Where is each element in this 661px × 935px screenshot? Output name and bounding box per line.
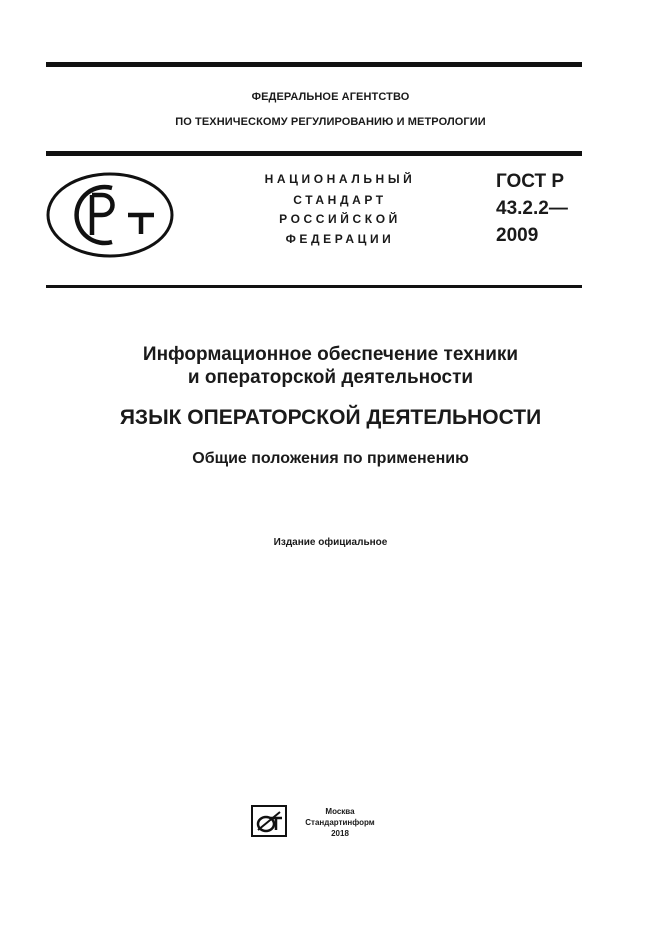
national-standard-line-4: ФЕДЕРАЦИИ — [285, 232, 395, 246]
title-line-1: Информационное обеспечение техники — [142, 344, 519, 365]
national-standard-line-2: СТАНДАРТ — [293, 193, 387, 207]
national-standard-line-1: НАЦИОНАЛЬНЫЙ — [264, 172, 416, 186]
publisher-name: Стандартинформ — [305, 818, 375, 827]
top-rule — [46, 62, 582, 67]
agency-line-2: ПО ТЕХНИЧЕСКОМУ РЕГУЛИРОВАНИЮ И МЕТРОЛОГИИ — [175, 116, 486, 128]
agency-line-1: ФЕДЕРАЛЬНОЕ АГЕНТСТВО — [251, 91, 410, 103]
gost-code-line-3: 2009 — [496, 225, 539, 246]
publisher-city: Москва — [325, 807, 355, 816]
subtitle: Общие положения по применению — [192, 450, 469, 467]
rst-certification-logo-icon — [46, 172, 174, 258]
publisher-year: 2018 — [331, 829, 349, 838]
standard-rule — [46, 285, 582, 288]
national-standard-line-3: РОССИЙСКОЙ — [279, 212, 401, 226]
standartinform-logo-icon — [250, 804, 288, 838]
gost-code-line-2: 43.2.2— — [496, 198, 568, 219]
gost-code-line-1: ГОСТ Р — [496, 171, 565, 192]
main-title: ЯЗЫК ОПЕРАТОРСКОЙ ДЕЯТЕЛЬНОСТИ — [119, 406, 542, 429]
edition-label: Издание официальное — [273, 537, 388, 548]
title-line-2: и операторской деятельности — [187, 367, 474, 388]
header-rule — [46, 151, 582, 156]
